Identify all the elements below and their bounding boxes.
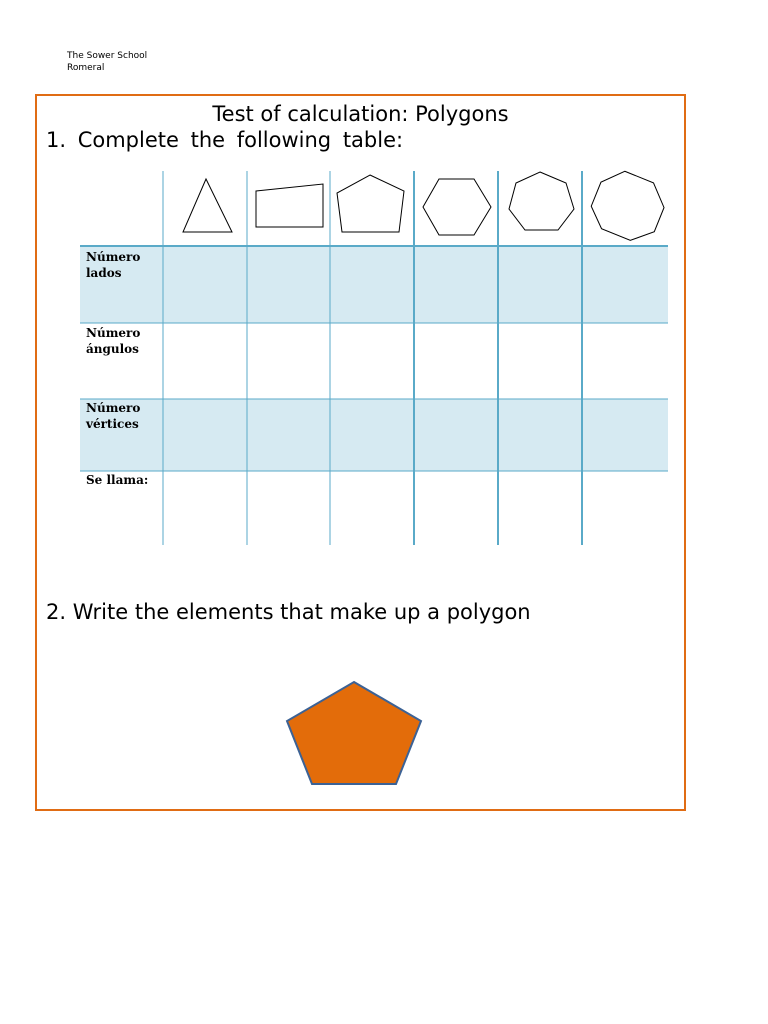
row-label-vertices-line2: vértices (86, 417, 139, 431)
row-label-angulos (86, 326, 145, 356)
quadrilateral-icon (256, 184, 323, 227)
polygons-table (78, 169, 670, 547)
row-label-vertices-line1: Número (86, 401, 141, 415)
triangle-icon (183, 179, 232, 232)
heptagon-icon (509, 172, 574, 230)
school-name: The Sower School (67, 51, 148, 61)
row-label-se-llama: Se llama: (86, 473, 149, 487)
question-1: 1. Complete the following table: (46, 128, 404, 152)
page-title: Test of calculation: Polygons (212, 102, 509, 126)
row-label-angulos-line2: ángulos (86, 342, 139, 356)
question-2: 2. Write the elements that make up a polygon (46, 600, 531, 624)
row-fill-lados (80, 246, 668, 323)
orange-pentagon-icon (287, 682, 421, 784)
row-label-lados-line2: lados (86, 266, 122, 280)
octagon-icon (585, 169, 670, 247)
test-frame (35, 94, 686, 811)
table-vertical-lines (163, 171, 582, 545)
school-location: Romeral (67, 63, 105, 73)
pentagon-figure (284, 680, 424, 790)
school-header (67, 50, 147, 74)
hexagon-icon (423, 179, 491, 235)
row-fill-vertices (80, 399, 668, 471)
row-label-lados-line1: Número (86, 250, 141, 264)
pentagon-icon (337, 175, 404, 232)
row-label-angulos-line1: Número (86, 326, 141, 340)
